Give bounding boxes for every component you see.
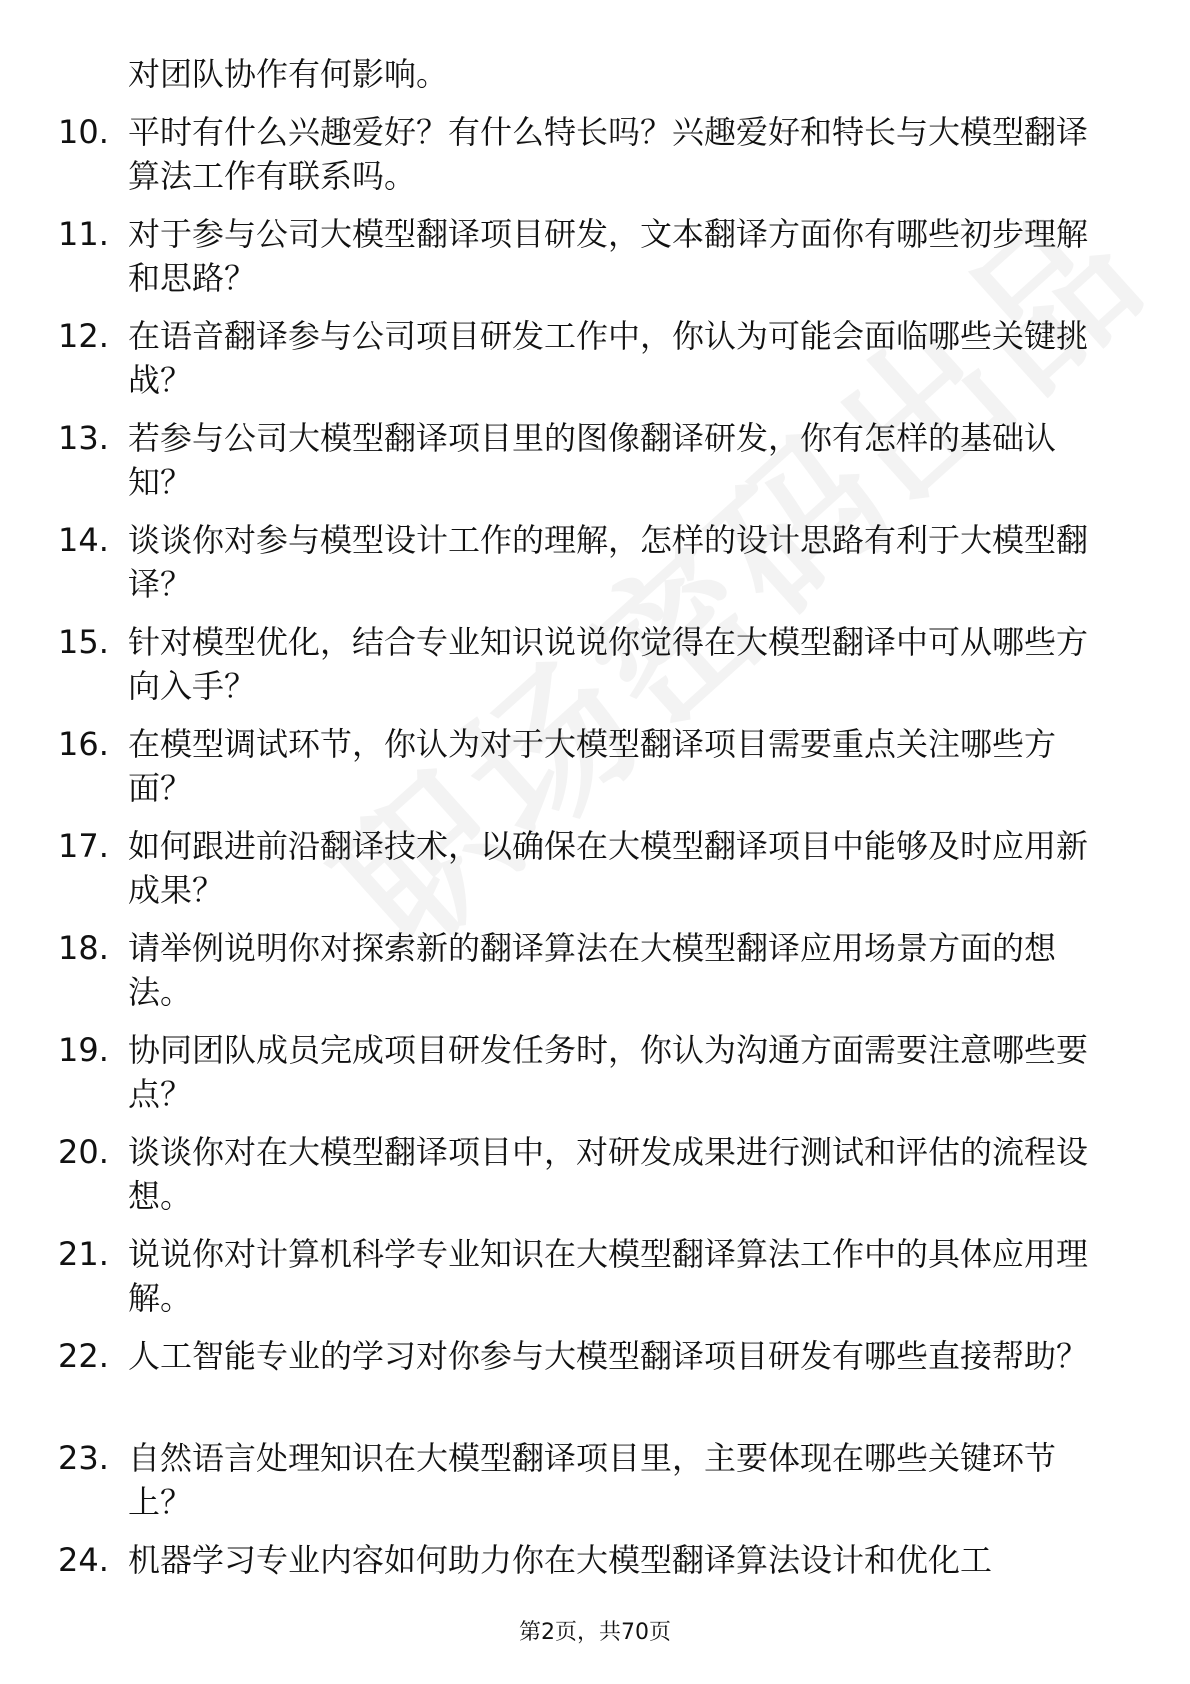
question-text: 针对模型优化，结合专业知识说说你觉得在大模型翻译中可从哪些方向入手？ [128,623,1089,705]
question-number: 12. [58,317,109,355]
question-number: 19. [58,1031,109,1069]
question-text: 协同团队成员完成项目研发任务时，你认为沟通方面需要注意哪些要点？ [128,1031,1089,1113]
list-item [0,620,1190,722]
question-number: 13. [58,419,109,457]
question-number: 15. [58,623,109,661]
question-list [0,110,1190,1640]
list-item [0,722,1190,824]
list-item [0,1436,1190,1538]
list-item [0,1028,1190,1130]
list-item [0,1334,1190,1436]
list-item [0,926,1190,1028]
question-number: 17. [58,827,109,865]
question-text: 对于参与公司大模型翻译项目研发，文本翻译方面你有哪些初步理解和思路？ [128,215,1089,297]
question-text: 如何跟进前沿翻译技术，以确保在大模型翻译项目中能够及时应用新成果？ [128,827,1089,909]
question-number: 22. [58,1337,109,1375]
list-item [0,824,1190,926]
question-text: 机器学习专业内容如何助力你在大模型翻译算法设计和优化工 [128,1541,993,1579]
question-number: 23. [58,1439,109,1477]
list-item [0,1130,1190,1232]
page-footer: 第2页，共70页 [519,1620,671,1645]
list-item [0,110,1190,212]
question-number: 20. [58,1133,109,1171]
question-number: 14. [58,521,109,559]
question-number: 18. [58,929,109,967]
question-text: 若参与公司大模型翻译项目里的图像翻译研发，你有怎样的基础认知？ [128,419,1057,501]
question-text: 平时有什么兴趣爱好？有什么特长吗？兴趣爱好和特长与大模型翻译算法工作有联系吗。 [128,113,1089,195]
question-text: 在模型调试环节，你认为对于大模型翻译项目需要重点关注哪些方面？ [128,725,1057,807]
question-text: 说说你对计算机科学专业知识在大模型翻译算法工作中的具体应用理解。 [128,1235,1089,1317]
question-text: 请举例说明你对探索新的翻译算法在大模型翻译应用场景方面的想法。 [128,929,1057,1011]
question-text: 谈谈你对参与模型设计工作的理解，怎样的设计思路有利于大模型翻译？ [128,521,1089,603]
question-number: 16. [58,725,109,763]
list-item [0,518,1190,620]
question-number: 21. [58,1235,109,1273]
question-text: 自然语言处理知识在大模型翻译项目里，主要体现在哪些关键环节上？ [128,1439,1057,1521]
question-text: 人工智能专业的学习对你参与大模型翻译项目研发有哪些直接帮助？ [128,1337,1089,1375]
list-item [0,1232,1190,1334]
continuation-text: 对团队协作有何影响。 [128,55,449,93]
list-item [0,416,1190,518]
list-item [0,314,1190,416]
question-text: 在语音翻译参与公司项目研发工作中，你认为可能会面临哪些关键挑战？ [128,317,1089,399]
question-number: 10. [58,113,109,151]
question-text: 谈谈你对在大模型翻译项目中，对研发成果进行测试和评估的流程设想。 [128,1133,1089,1215]
question-number: 11. [58,215,109,253]
list-item [0,212,1190,314]
question-number: 24. [58,1541,109,1579]
